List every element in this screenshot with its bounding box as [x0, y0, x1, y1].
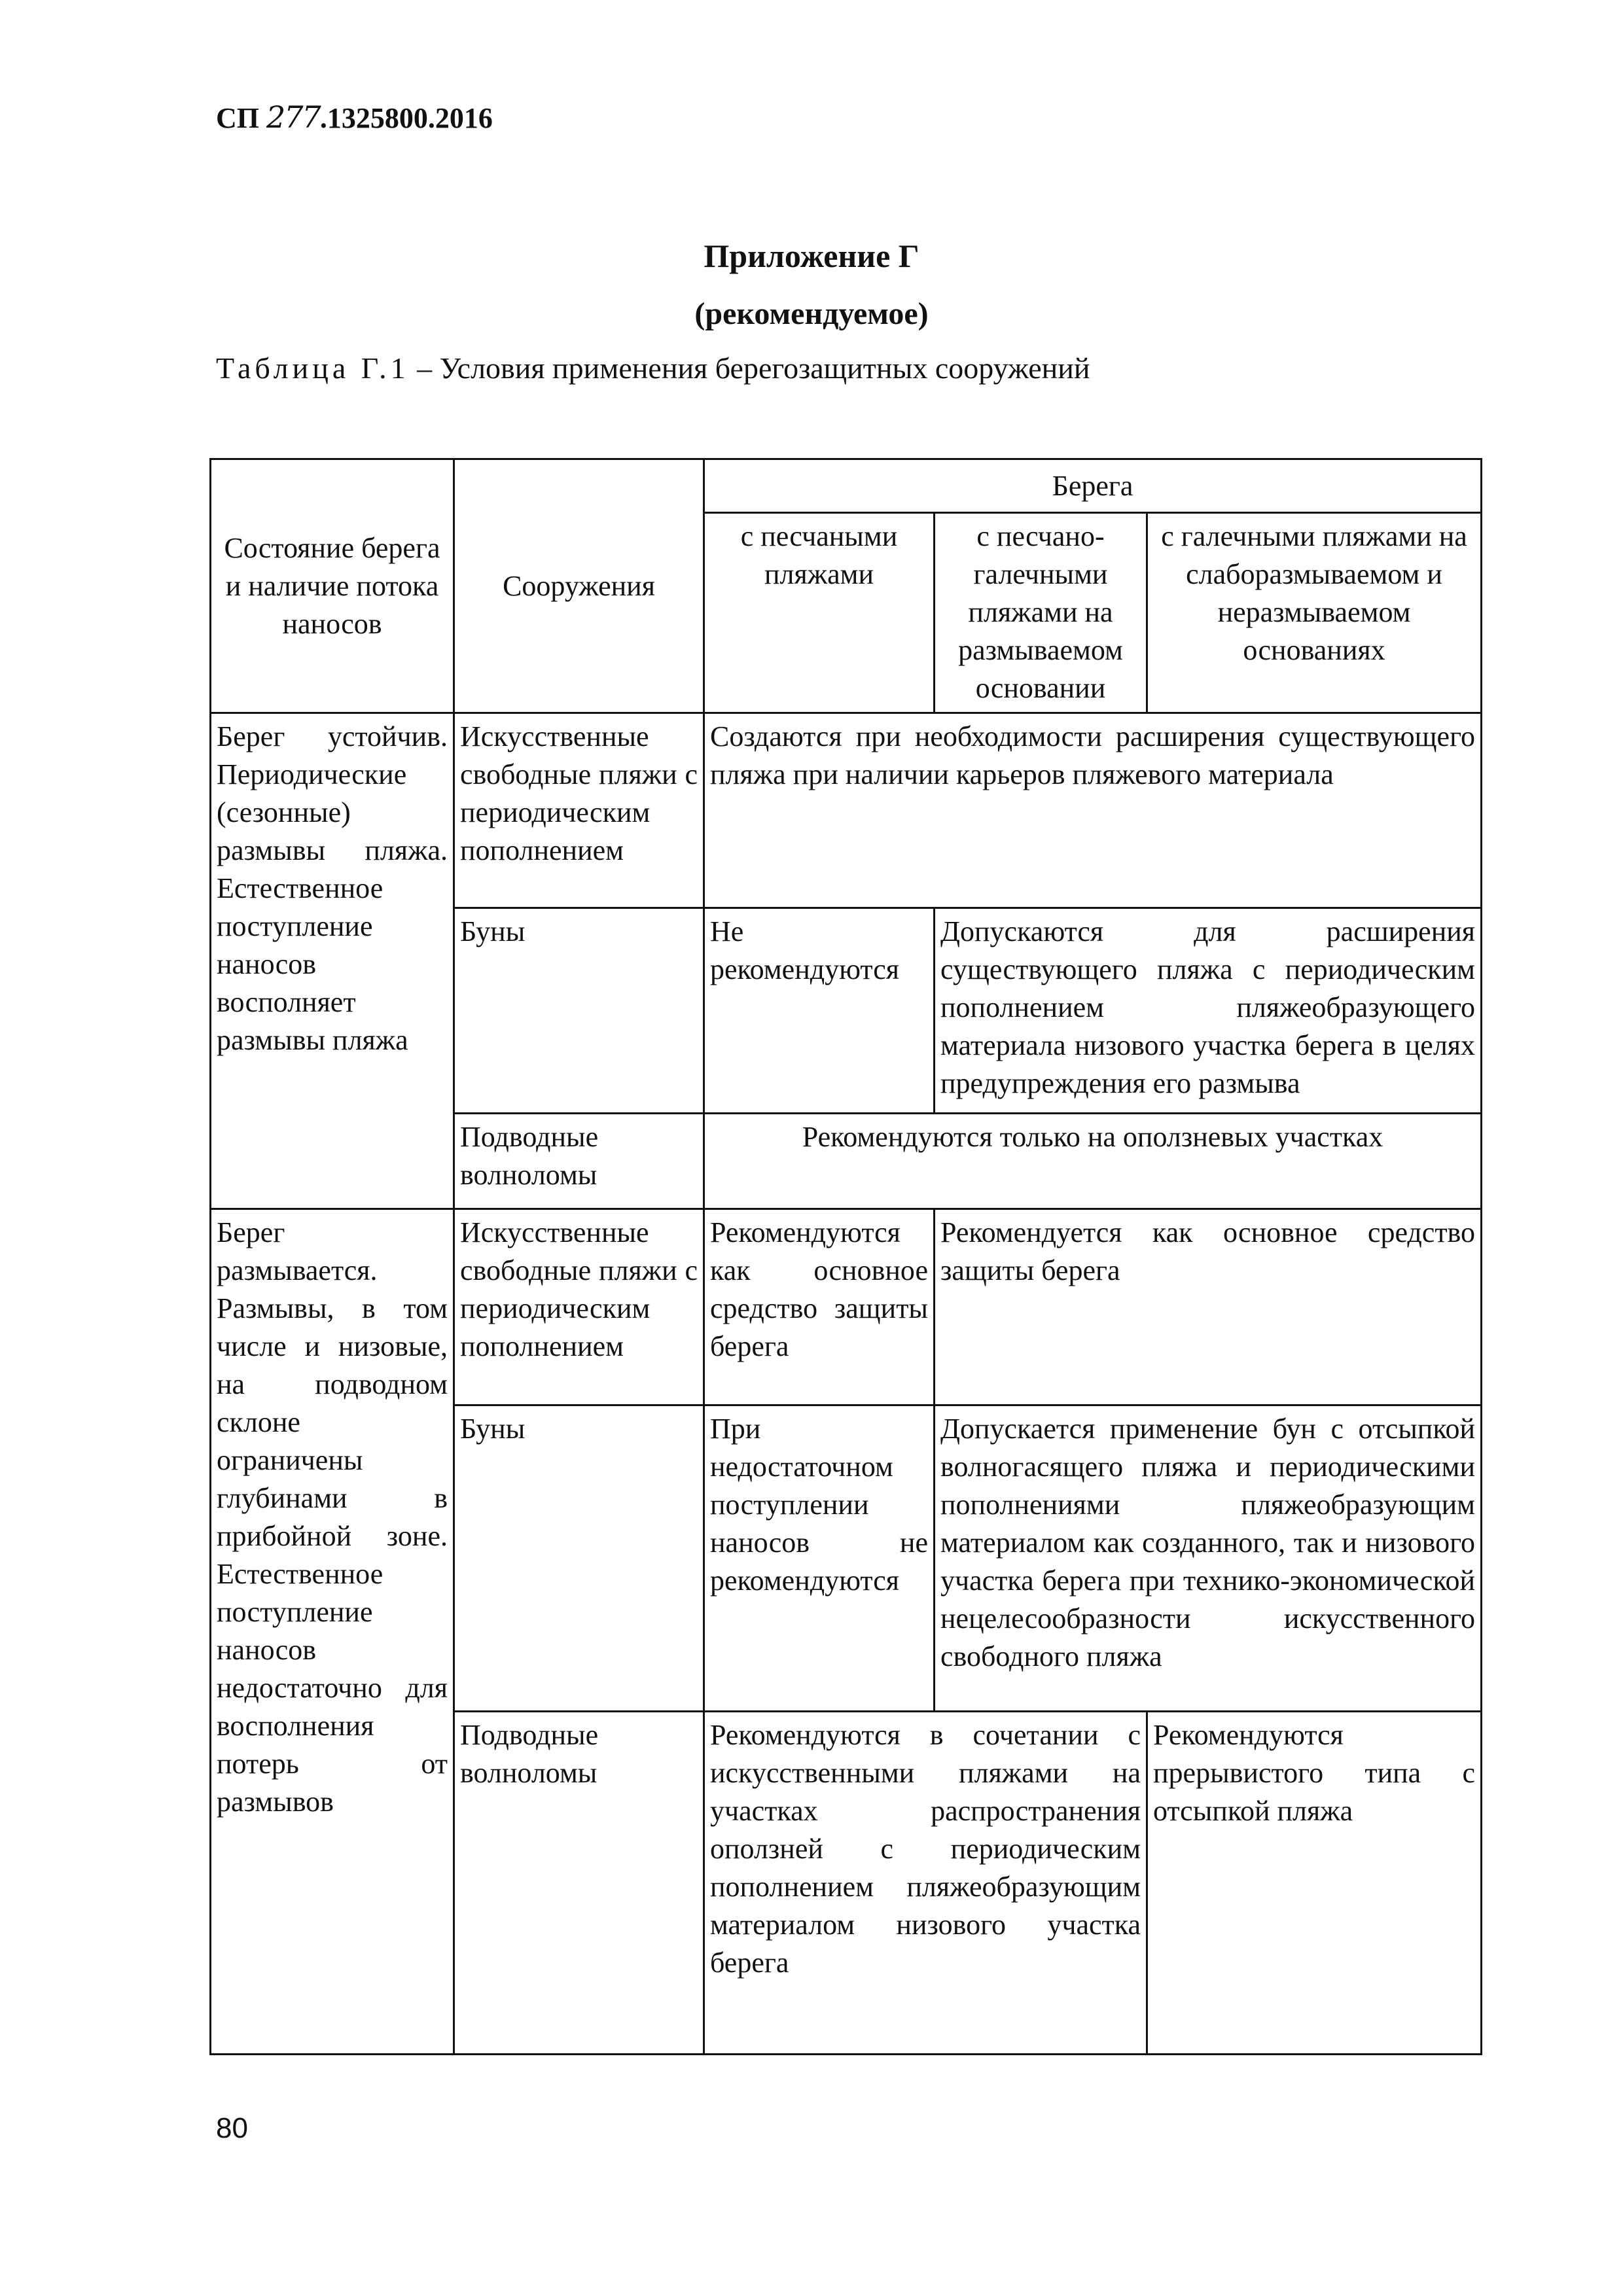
header-condition: Состояние берега и наличие потока наносов: [211, 459, 454, 713]
header-gravel: с галечными пляжами на слаборазмываемом и неразмываемом основаниях: [1147, 513, 1482, 713]
table-caption-label: Таблица Г.1: [216, 351, 410, 385]
structure-cell: Буны: [454, 908, 704, 1114]
structure-cell: Подводные волноломы: [454, 1712, 704, 2055]
table-caption: [216, 351, 1090, 385]
table-header-row: [211, 459, 1482, 513]
recommendation-cell: Не рекомендуются: [704, 908, 935, 1114]
code-prefix: СП: [216, 102, 259, 134]
appendix-title: Приложение Г: [704, 238, 919, 274]
structure-cell: Искусственные свободные пляжи с периодическим пополнением: [454, 1209, 704, 1405]
recommendation-cell: Допускаются для расширения существующего пляжа с периодическим пополнением пляжеобразующего материала низового участка берега в целях предупреждения его размыва: [935, 908, 1482, 1114]
header-shores: Берега: [704, 459, 1482, 513]
recommendation-cell: Рекомендуются как основное средство защиты берега: [704, 1209, 935, 1405]
recommendation-cell: Рекомендуется как основное средство защиты берега: [935, 1209, 1482, 1405]
header-sand-gravel: с песчано-галечными пляжами на размываемом основании: [935, 513, 1147, 713]
header-sandy: с песчаными пляжами: [704, 513, 935, 713]
code-suffix: .1325800.2016: [319, 102, 493, 134]
document-code: [216, 99, 493, 135]
code-handwritten-number: 277: [266, 99, 320, 135]
structure-cell: Подводные волноломы: [454, 1114, 704, 1209]
table-row: [211, 1209, 1482, 1405]
recommendation-cell: При недостаточном поступлении наносов не рекомендуются: [704, 1405, 935, 1712]
appendix-subtitle: (рекомендуемое): [694, 296, 929, 331]
recommendation-cell: Рекомендуются в сочетании с искусственными пляжами на участках распространения оползней с периодическим пополнением пляжеобразующим материалом низового участка берега: [704, 1712, 1147, 2055]
page-number: 80: [216, 2112, 248, 2144]
recommendation-cell: Рекомендуются прерывистого типа с отсыпкой пляжа: [1147, 1712, 1482, 2055]
structure-cell: Буны: [454, 1405, 704, 1712]
recommendation-cell: Допускается применение бун с отсыпкой волногасящего пляжа и периодическими пополнениями пляжеобразующим материалом как созданного, так и низового участка берега при технико-экономической нецелесообразности искусственного свободного пляжа: [935, 1405, 1482, 1712]
shore-protection-table: [209, 458, 1482, 2055]
condition-cell: Берег устойчив. Периодические (сезонные) размывы пляжа. Естественное поступление наносов восполняет размывы пляжа: [211, 713, 454, 1209]
condition-cell: Берег размывается. Размывы, в том числе и низовые, на подводном склоне ограничены глубинами в прибойной зоне. Естественное поступление наносов недостаточно для восполнения потерь от размывов: [211, 1209, 454, 2055]
table-row: [211, 713, 1482, 908]
header-structures: Сооружения: [454, 459, 704, 713]
structure-cell: Искусственные свободные пляжи с периодическим пополнением: [454, 713, 704, 908]
table-caption-text: – Условия применения берегозащитных сооружений: [409, 351, 1090, 385]
recommendation-cell: Рекомендуются только на оползневых участках: [704, 1114, 1482, 1209]
recommendation-cell: Создаются при необходимости расширения существующего пляжа при наличии карьеров пляжевого материала: [704, 713, 1482, 908]
